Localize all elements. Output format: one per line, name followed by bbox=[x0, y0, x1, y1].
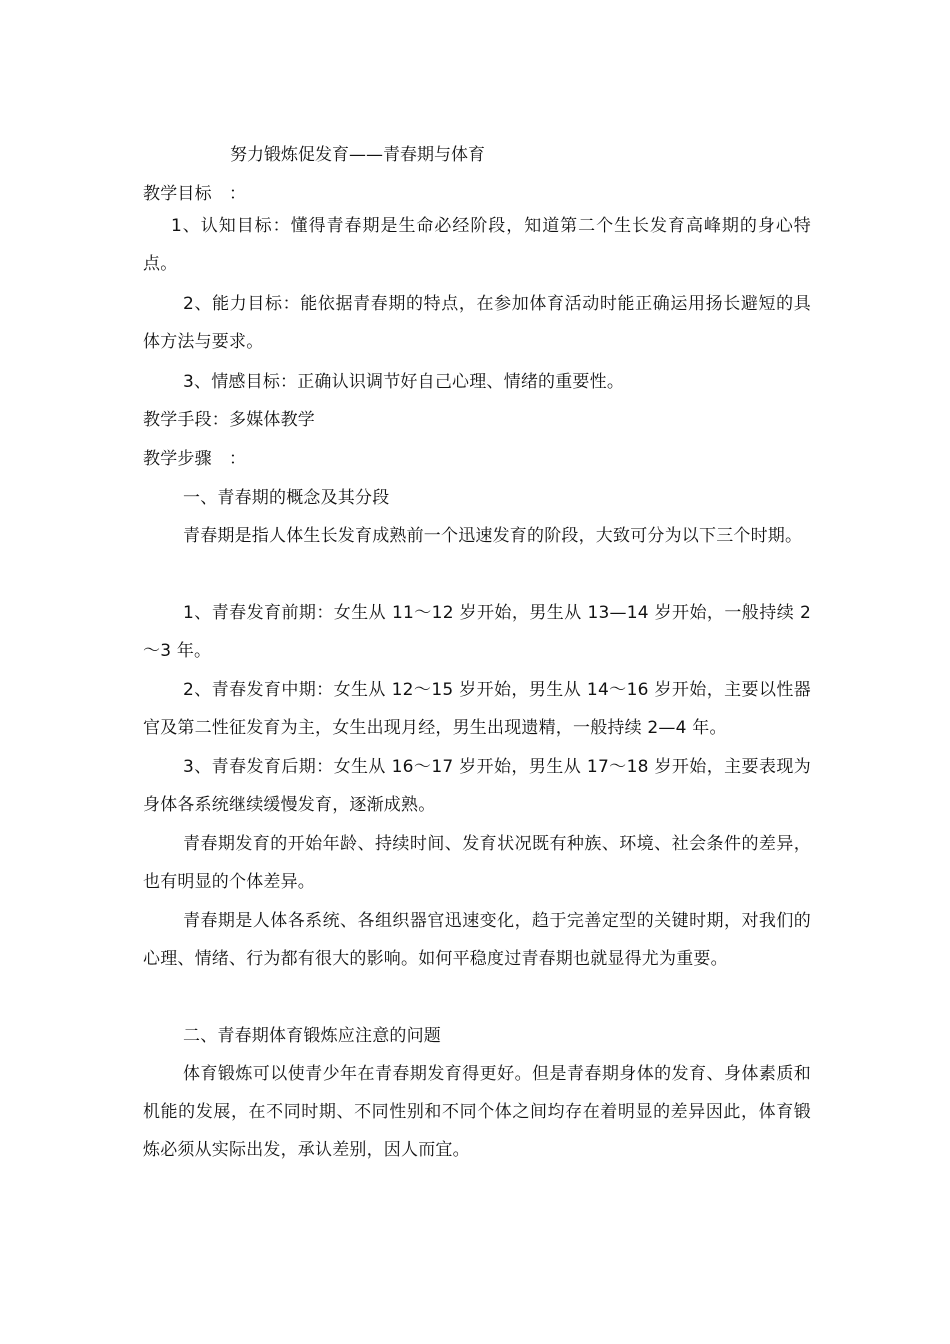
objective-emotion: 3、情感目标：正确认识调节好自己心理、情绪的重要性。 bbox=[183, 372, 625, 392]
objective-cognitive: 1、认知目标：懂得青春期是生命必经阶段，知道第二个生长发育高峰期的身心特点。 bbox=[143, 216, 811, 274]
paragraph-differences: 青春期发育的开始年龄、持续时间、发育状况既有种族、环境、社会条件的差异，也有明显的个体差异。 bbox=[143, 834, 811, 892]
teaching-means: 教学手段：多媒体教学 bbox=[143, 410, 315, 430]
section-one-intro: 青春期是指人体生长发育成熟前一个迅速发育的阶段，大致可分为以下三个时期。 bbox=[183, 526, 803, 546]
document-title: 努力锻炼促发育——青春期与体育 bbox=[230, 145, 485, 165]
section-two-heading: 二、青春期体育锻炼应注意的问题 bbox=[183, 1026, 441, 1046]
paragraph-key-period: 青春期是人体各系统、各组织器官迅速变化，趋于完善定型的关键时期，对我们的心理、情绪、行为都有很大的影响。如何平稳度过青春期也就显得尤为重要。 bbox=[143, 911, 811, 969]
objective-ability: 2、能力目标：能依据青春期的特点，在参加体育活动时能正确运用扬长避短的具体方法与要求。 bbox=[143, 294, 811, 352]
period-late: 3、青春发育后期：女生从 16～17 岁开始，男生从 17～18 岁开始，主要表现为身体各系统继续缓慢发育，逐渐成熟。 bbox=[143, 757, 811, 815]
period-early: 1、青春发育前期：女生从 11～12 岁开始，男生从 13—14 岁开始，一般持续 2～3 年。 bbox=[143, 603, 811, 661]
objectives-heading: 教学目标 ： bbox=[143, 184, 247, 204]
section-one-heading: 一、青春期的概念及其分段 bbox=[183, 488, 390, 508]
steps-heading: 教学步骤 ： bbox=[143, 449, 247, 469]
period-middle: 2、青春发育中期：女生从 12～15 岁开始，男生从 14～16 岁开始，主要以性器官及第二性征发育为主，女生出现月经，男生出现遗精，一般持续 2—4 年。 bbox=[143, 680, 811, 738]
section-two-paragraph: 体育锻炼可以使青少年在青春期发育得更好。但是青春期身体的发育、身体素质和机能的发展，在不同时期、不同性别和不同个体之间均存在着明显的差异因此，体育锻炼必须从实际出发，承认差别，因人而宜。 bbox=[143, 1064, 811, 1160]
